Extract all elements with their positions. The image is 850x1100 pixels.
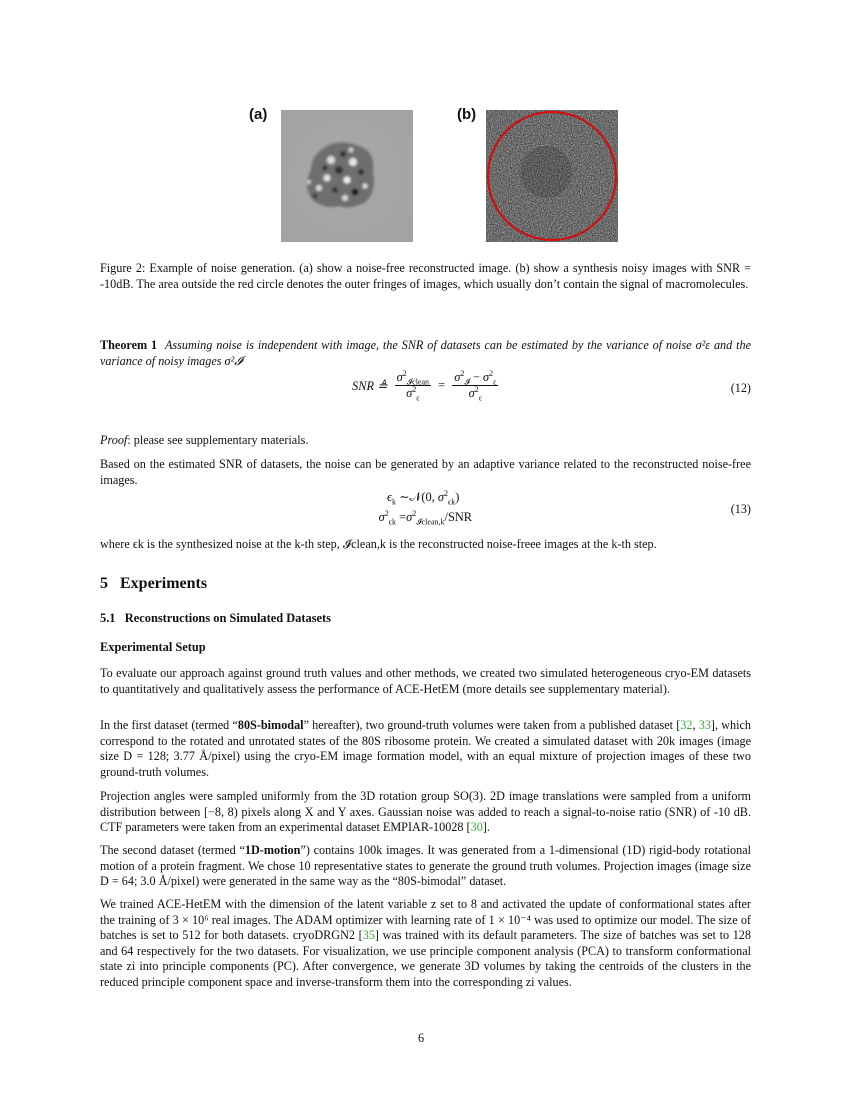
figure-label-a: (a) <box>249 106 268 123</box>
dataset-name-1d: 1D-motion <box>244 843 301 857</box>
subsection-heading <box>100 611 331 626</box>
noise-free-image <box>281 110 413 242</box>
section-heading <box>100 575 207 593</box>
dataset-name-80s: 80S-bimodal <box>237 718 304 732</box>
citation-30[interactable]: 30 <box>470 820 483 835</box>
theorem-title: Theorem 1 <box>100 338 158 352</box>
citation-35[interactable]: 35 <box>362 928 375 943</box>
noise-paragraph: Based on the estimated SNR of datasets, the noise can be generated by an adaptive variance related to the reconstructed noise-free images. <box>100 457 751 487</box>
noisy-image <box>486 110 618 242</box>
section-number: 5 <box>100 575 108 592</box>
equation-12: SNR ≜ $\sigma^2_{𝓘clean}$ $\sigma^2_\varepsilon$ = $\sigma^2_𝓘 - \sigma^2_\varepsilon$ $\sigma^2_\varepsilon$ <box>352 368 497 403</box>
figure-caption: Figure 2: Example of noise generation. (a) show a noise-free reconstructed image. (b) show a synthesis noisy images with SNR = -10dB. The area outside the red circle denotes the outer fringes of images, which usually don’t contain the signal of macromolecules. <box>100 261 751 291</box>
where-paragraph: where ϵk is the synthesized noise at the k-th step, 𝓘clean,k is the reconstructed noise-freee images at the k-th step. <box>100 537 657 551</box>
equation-13-number: (13) <box>730 502 751 516</box>
proof-text: : please see supplementary materials. <box>127 433 309 447</box>
theorem-block <box>100 338 751 369</box>
subsection-title: Reconstructions on Simulated Datasets <box>124 611 331 625</box>
equation-13: $\epsilon_k$ ∼𝒩(0, $\sigma^2_{\epsilon k}$) $\sigma^2_{\epsilon k} =\sigma^2_{𝓘clean,k}/SNR$ <box>378 488 473 527</box>
citation-33[interactable]: 33 <box>698 718 711 732</box>
paragraph-2: In the first dataset (termed “80S-bimodal” hereafter), two ground-truth volumes were taken from a published dataset [32, 33], which correspond to the rotated and unrotated states of the 80S ribosome protein. We created a simulated dataset with 20k images (image size D = 128; 3.77 Å/pixel) using the cryo-EM image formation model, with an equal mixture of projection images of these two ground-truth volumes. <box>100 718 752 779</box>
proof-line <box>100 433 751 449</box>
subsubsection-title: Experimental Setup <box>100 640 206 654</box>
section-title: Experiments <box>120 575 208 592</box>
paragraph-3: Projection angles were sampled uniformly from the 3D rotation group SO(3). 2D image translations were sampled from a uniform distribution between [−8, 8) pixels along X and Y axes. Gaussian noise was added to reach a signal-to-noise ratio (SNR) of -10 dB. CTF parameters were taken from an experimental dataset EMPIAR-10028 [30]. <box>100 789 751 835</box>
theorem-text: Assuming noise is independent with image, the SNR of datasets can be estimated by the variance of noise σ²ε and the variance of noisy images σ²𝓘 <box>100 338 752 368</box>
paragraph-1: To evaluate our approach against ground truth values and other methods, we created two simulated heterogeneous cryo-EM datasets to quantitatively and qualitatively assess the performance of ACE-HetEM (more details see supplementary material). <box>100 666 751 696</box>
paragraph-4: The second dataset (termed “1D-motion”) contains 100k images. It was generated from a 1-dimensional (1D) rigid-body rotational motion of a protein fragment. We chose 10 representative states to generate the ground truth volumes. Projection images (image size D = 64; 3.0 Å/pixel) were generated in the same way as the “80S-bimodal” dataset. <box>100 843 751 889</box>
subsubsection-heading <box>100 640 206 655</box>
subsection-number: 5.1 <box>100 611 116 625</box>
figure-label-b: (b) <box>457 106 477 123</box>
citation-32[interactable]: 32 <box>680 718 693 732</box>
equation-12-number: (12) <box>730 381 751 395</box>
page-number: 6 <box>418 1031 425 1045</box>
proof-label: Proof <box>100 433 128 447</box>
paragraph-5: We trained ACE-HetEM with the dimension of the latent variable z set to 8 and activated the update of conformational states after the training of 3 × 10⁶ real images. The ADAM optimizer with learning rate of 1 × 10⁻⁴ was used to optimize our model. The size of batches is set to 512 for both datasets. cryoDRGN2 [35] was trained with its default parameters. The size of batches was set to 128 and 64 respectively for the two datasets. For visualization, we use principle component analysis (PCA) to transform conformational state zi into principle components (PC). After convergence, we generate 3D volumes by taking the centroids of the clusters in the reduced principle component space and inverse-transform them into the corresponding zi values. <box>100 897 751 989</box>
